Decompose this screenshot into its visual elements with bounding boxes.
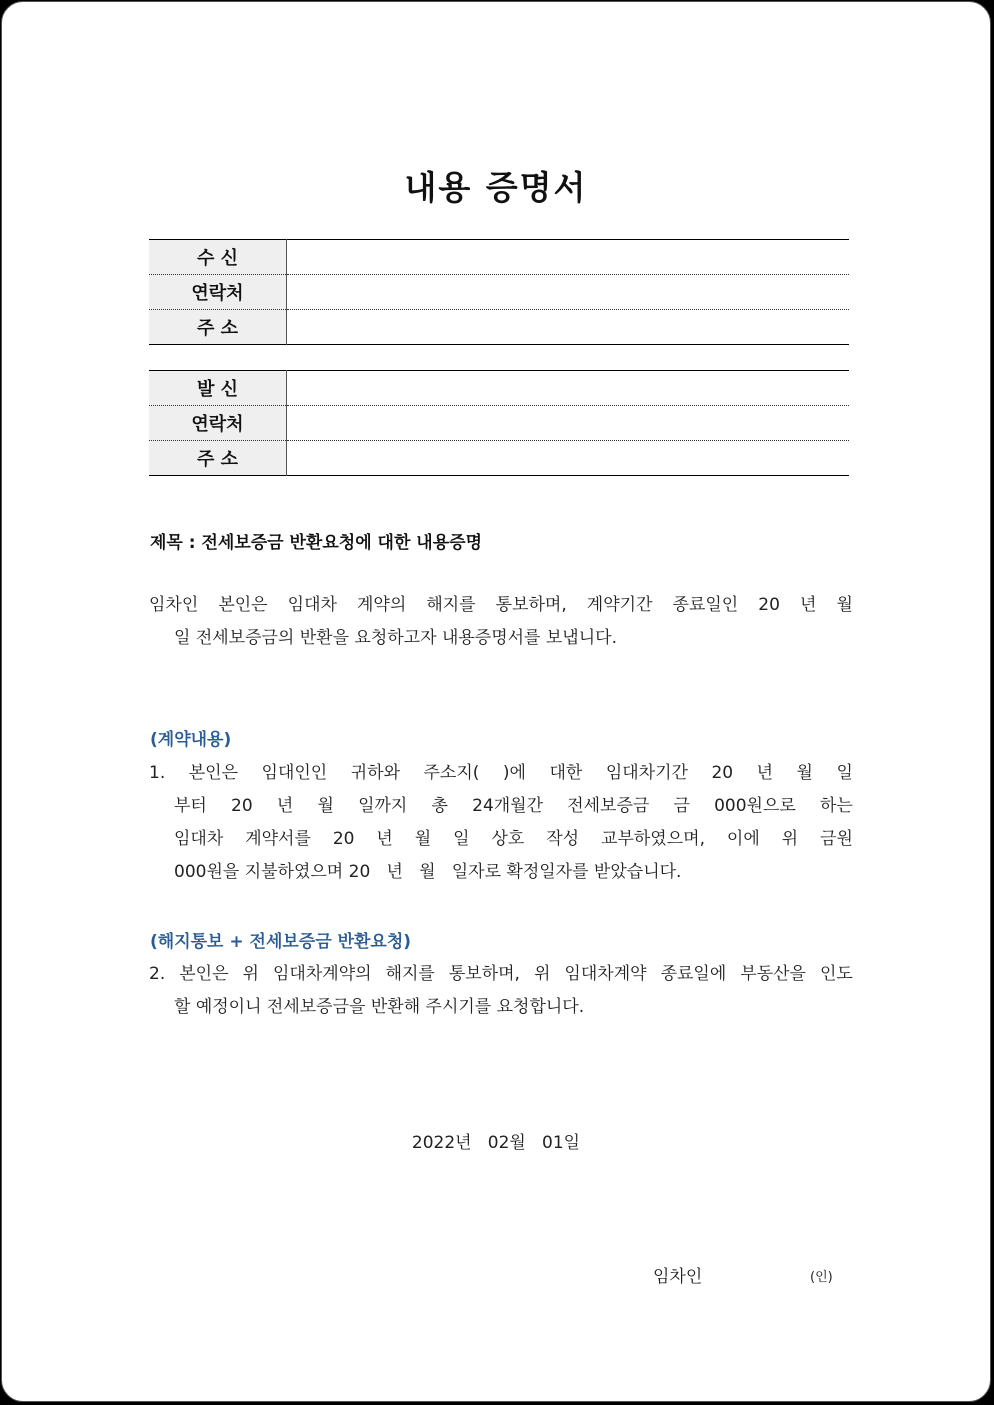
section2-line bbox=[149, 958, 853, 991]
text-word: 1. bbox=[149, 763, 166, 783]
text-word: 종료일에 bbox=[660, 964, 727, 984]
sender-address-value bbox=[287, 441, 850, 476]
receiver-address-row bbox=[149, 310, 849, 345]
text-word: 위 bbox=[533, 964, 551, 984]
text-word: 계약서를 bbox=[245, 829, 311, 849]
text-word: 부터 bbox=[174, 796, 207, 816]
text-word: 월 bbox=[317, 796, 334, 816]
sender-contact-value bbox=[287, 406, 850, 441]
section1-line bbox=[149, 823, 853, 856]
document-title: 내용 증명서 bbox=[404, 168, 588, 207]
receiver-contact-label: 연락처 bbox=[149, 275, 287, 310]
text-word: 인도 bbox=[820, 964, 853, 984]
signature-seal: (인) bbox=[810, 1270, 833, 1285]
text-word: 하는 bbox=[820, 796, 853, 816]
text-word: 교부하였으며, bbox=[601, 829, 705, 849]
text-word: 24개월간 bbox=[472, 796, 544, 816]
receiver-value bbox=[287, 240, 850, 275]
document-page bbox=[1, 1, 991, 1402]
text-word: 20 bbox=[231, 796, 253, 816]
text-word: 년 bbox=[799, 595, 817, 615]
sender-table bbox=[149, 370, 849, 476]
text-word: 위 bbox=[242, 964, 259, 984]
text-word: 월 bbox=[836, 595, 853, 615]
intro-line: 일 전세보증금의 반환을 요청하고자 내용증명서를 보냅니다. bbox=[174, 628, 617, 648]
sender-contact-row bbox=[149, 406, 849, 441]
receiver-row bbox=[149, 240, 849, 275]
section2-paragraph bbox=[149, 958, 853, 1024]
text-word: 본인은 bbox=[188, 763, 239, 783]
subject-line: 제목 : 전세보증금 반환요청에 대한 내용증명 bbox=[150, 533, 482, 553]
text-word: 20 bbox=[332, 829, 355, 849]
text-word: 000원으로 bbox=[714, 796, 796, 816]
receiver-address-value bbox=[287, 310, 850, 345]
text-word: 본인은 bbox=[218, 595, 268, 615]
text-word: )에 bbox=[502, 763, 526, 783]
text-word: 임대차계약의 bbox=[273, 964, 372, 984]
text-word: 위 bbox=[781, 829, 799, 849]
text-word: 20 bbox=[758, 595, 780, 615]
text-word: 작성 bbox=[546, 829, 580, 849]
text-word: 전세보증금 bbox=[567, 796, 650, 816]
text-word: 금 bbox=[673, 796, 690, 816]
text-word: 총 bbox=[431, 796, 448, 816]
receiver-contact-row bbox=[149, 275, 849, 310]
text-word: 주소지( bbox=[423, 763, 480, 783]
text-word: 년 bbox=[276, 796, 294, 816]
section2-line: 할 예정이니 전세보증금을 반환해 주시기를 요청합니다. bbox=[174, 997, 585, 1017]
sender-row bbox=[149, 371, 849, 406]
text-word: 상호 bbox=[491, 829, 525, 849]
text-word: 20 bbox=[711, 763, 734, 783]
receiver-contact-value bbox=[287, 275, 850, 310]
text-word: 종료일인 bbox=[672, 595, 739, 615]
text-word: 계약의 bbox=[356, 595, 407, 615]
section1-line bbox=[149, 790, 853, 823]
text-word: 일까지 bbox=[358, 796, 408, 816]
text-word: 부동산을 bbox=[740, 964, 806, 984]
text-word: 본인은 bbox=[179, 964, 229, 984]
receiver-label: 수 신 bbox=[149, 240, 287, 275]
text-word: 임대차 bbox=[174, 829, 224, 849]
text-word: 해지를 bbox=[426, 595, 476, 615]
sender-address-label: 주 소 bbox=[149, 441, 287, 476]
section1-line bbox=[149, 757, 853, 790]
intro-line bbox=[149, 589, 853, 622]
text-word: 임대차 bbox=[287, 595, 337, 615]
text-word: 이에 bbox=[726, 829, 760, 849]
text-word: 금원 bbox=[820, 829, 853, 849]
text-word: 임대차계약 bbox=[564, 964, 647, 984]
section1-paragraph bbox=[149, 757, 853, 889]
text-word: 귀하와 bbox=[350, 763, 400, 783]
text-word: 임대차기간 bbox=[605, 763, 688, 783]
text-word: 임대인인 bbox=[261, 763, 328, 783]
receiver-table bbox=[149, 239, 849, 345]
text-word: 계약기간 bbox=[586, 595, 653, 615]
text-word: 대한 bbox=[549, 763, 583, 783]
section1-heading: (계약내용) bbox=[150, 730, 232, 750]
sender-address-row bbox=[149, 441, 849, 476]
section1-line: 000원을 지불하였으며 20 년 월 일자로 확정일자를 받았습니다. bbox=[174, 862, 682, 882]
receiver-address-label: 주 소 bbox=[149, 310, 287, 345]
signature-role: 임차인 bbox=[653, 1267, 703, 1287]
text-word: 월 bbox=[796, 763, 813, 783]
sender-value bbox=[287, 371, 850, 406]
section2-heading: (해지통보 + 전세보증금 반환요청) bbox=[150, 932, 412, 952]
text-word: 월 bbox=[414, 829, 432, 849]
text-word: 일 bbox=[453, 829, 470, 849]
sender-label: 발 신 bbox=[149, 371, 287, 406]
text-word: 통보하며, bbox=[495, 595, 567, 615]
text-word: 년 bbox=[756, 763, 774, 783]
text-word: 임차인 bbox=[149, 595, 199, 615]
text-word: 해지를 bbox=[385, 964, 435, 984]
text-word: 일 bbox=[836, 763, 853, 783]
text-word: 년 bbox=[376, 829, 393, 849]
document-date: 2022년 02월 01일 bbox=[411, 1133, 581, 1153]
text-word: 통보하며, bbox=[448, 964, 520, 984]
intro-paragraph bbox=[149, 589, 853, 655]
text-word: 2. bbox=[149, 964, 166, 984]
sender-contact-label: 연락처 bbox=[149, 406, 287, 441]
